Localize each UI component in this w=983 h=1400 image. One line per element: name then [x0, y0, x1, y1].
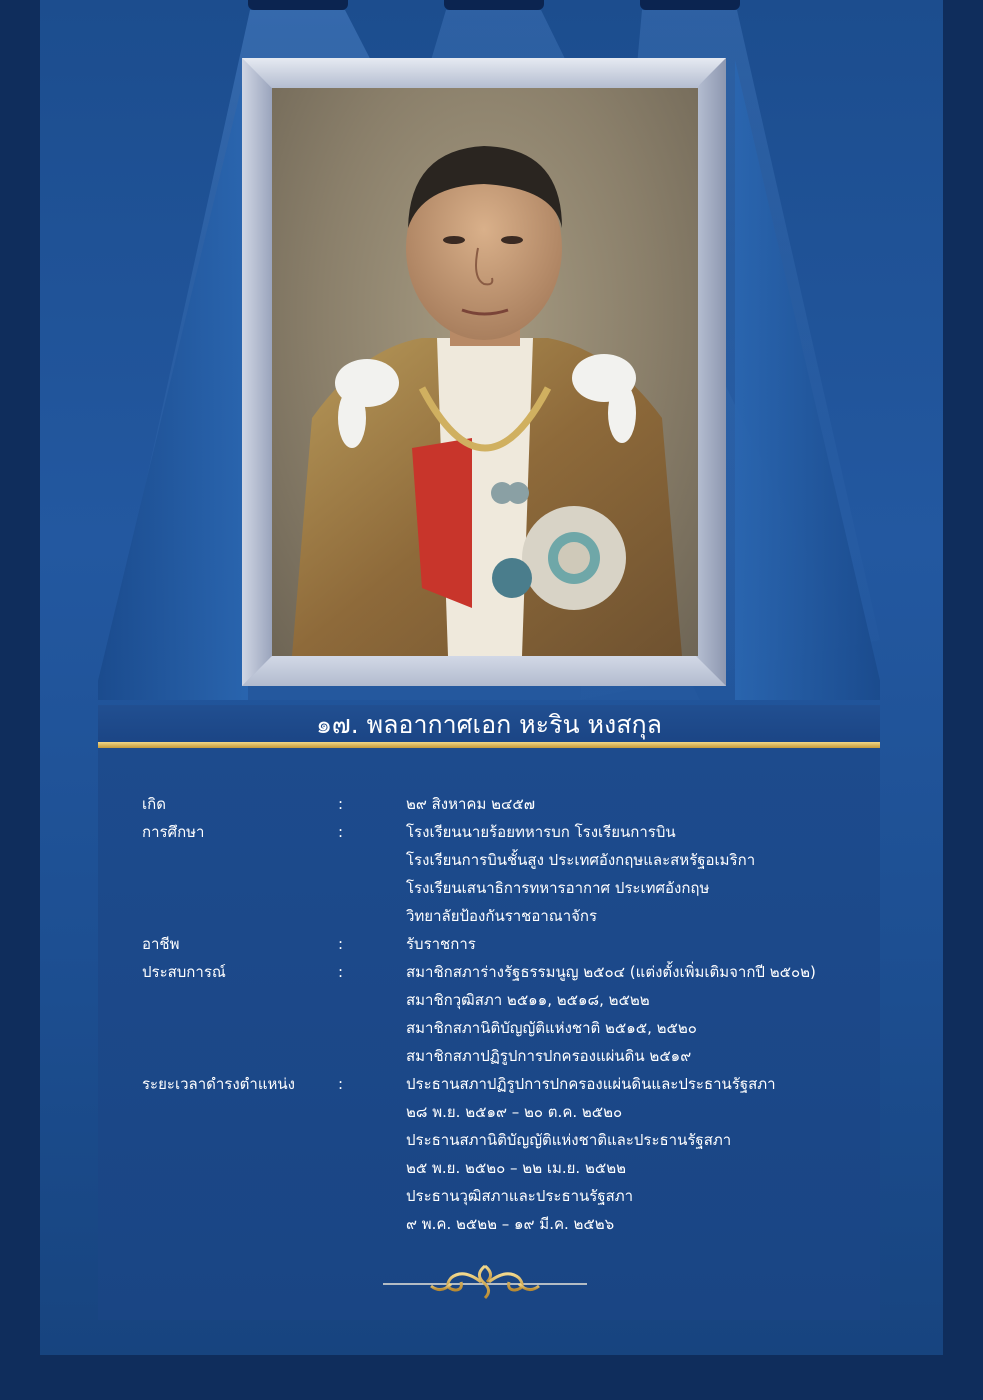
row-value: ๒๕ พ.ย. ๒๕๒๐ – ๒๒ เม.ย. ๒๕๒๒	[406, 1159, 626, 1177]
portrait-painting	[272, 88, 698, 656]
row-label: ระยะเวลาดำรงตำแหน่ง	[142, 1075, 295, 1093]
row-value: สมาชิกวุฒิสภา ๒๕๑๑, ๒๕๑๘, ๒๕๒๒	[406, 991, 650, 1009]
row-label: เกิด	[142, 795, 166, 813]
row-value: โรงเรียนเสนาธิการทหารอากาศ ประเทศอังกฤษ	[406, 879, 710, 897]
row-value: ประธานสภานิติบัญญัติแห่งชาติและประธานรัฐสภา	[406, 1131, 732, 1149]
row-experience	[142, 958, 842, 1070]
frame-bevel	[696, 58, 726, 686]
row-value: สมาชิกสภานิติบัญญัติแห่งชาติ ๒๕๑๕, ๒๕๒๐	[406, 1019, 697, 1037]
bottom-border	[0, 1355, 983, 1400]
row-birth	[142, 790, 842, 818]
row-education	[142, 818, 842, 930]
row-colon: :	[338, 1075, 344, 1093]
row-value: สมาชิกสภาปฏิรูปการปกครองแผ่นดิน ๒๕๑๙	[406, 1047, 692, 1065]
row-value: สมาชิกสภาร่างรัฐธรรมนูญ ๒๕๐๔ (แต่งตั้งเพิ่มเติมจากปี ๒๕๐๒)	[406, 963, 816, 981]
row-colon: :	[338, 795, 344, 813]
row-label: ประสบการณ์	[142, 963, 226, 981]
row-value: ๒๘ พ.ย. ๒๕๑๙ – ๒๐ ต.ค. ๒๕๒๐	[406, 1103, 623, 1121]
row-value: ประธานวุฒิสภาและประธานรัฐสภา	[406, 1187, 634, 1205]
frame-bevel	[242, 58, 272, 686]
row-colon: :	[338, 823, 344, 841]
frame-bevel	[242, 656, 726, 686]
page-title: ๑๗. พลอากาศเอก หะริน หงสกุล	[316, 710, 662, 739]
row-value: รับราชการ	[406, 935, 476, 953]
row-term	[142, 1070, 842, 1238]
frame-bevel	[242, 58, 726, 88]
row-label: การศึกษา	[142, 823, 205, 841]
row-occupation	[142, 930, 842, 958]
row-value: วิทยาลัยป้องกันราชอาณาจักร	[406, 907, 598, 925]
portrait-figure-icon	[272, 88, 698, 656]
row-colon: :	[338, 935, 344, 953]
row-value: ๒๙ สิงหาคม ๒๔๕๗	[406, 795, 535, 813]
row-value: โรงเรียนนายร้อยทหารบก โรงเรียนการบิน	[406, 823, 676, 841]
biography-list	[142, 790, 842, 1238]
row-label: อาชีพ	[142, 935, 180, 953]
row-colon: :	[338, 963, 344, 981]
row-value: โรงเรียนการบินชั้นสูง ประเทศอังกฤษและสหรัฐอเมริกา	[406, 851, 756, 869]
gold-scroll-ornament-icon	[383, 1260, 587, 1304]
row-value: ๙ พ.ค. ๒๕๒๒ – ๑๙ มี.ค. ๒๕๒๖	[406, 1215, 615, 1233]
row-value: ประธานสภาปฏิรูปการปกครองแผ่นดินและประธานรัฐสภา	[406, 1075, 776, 1093]
